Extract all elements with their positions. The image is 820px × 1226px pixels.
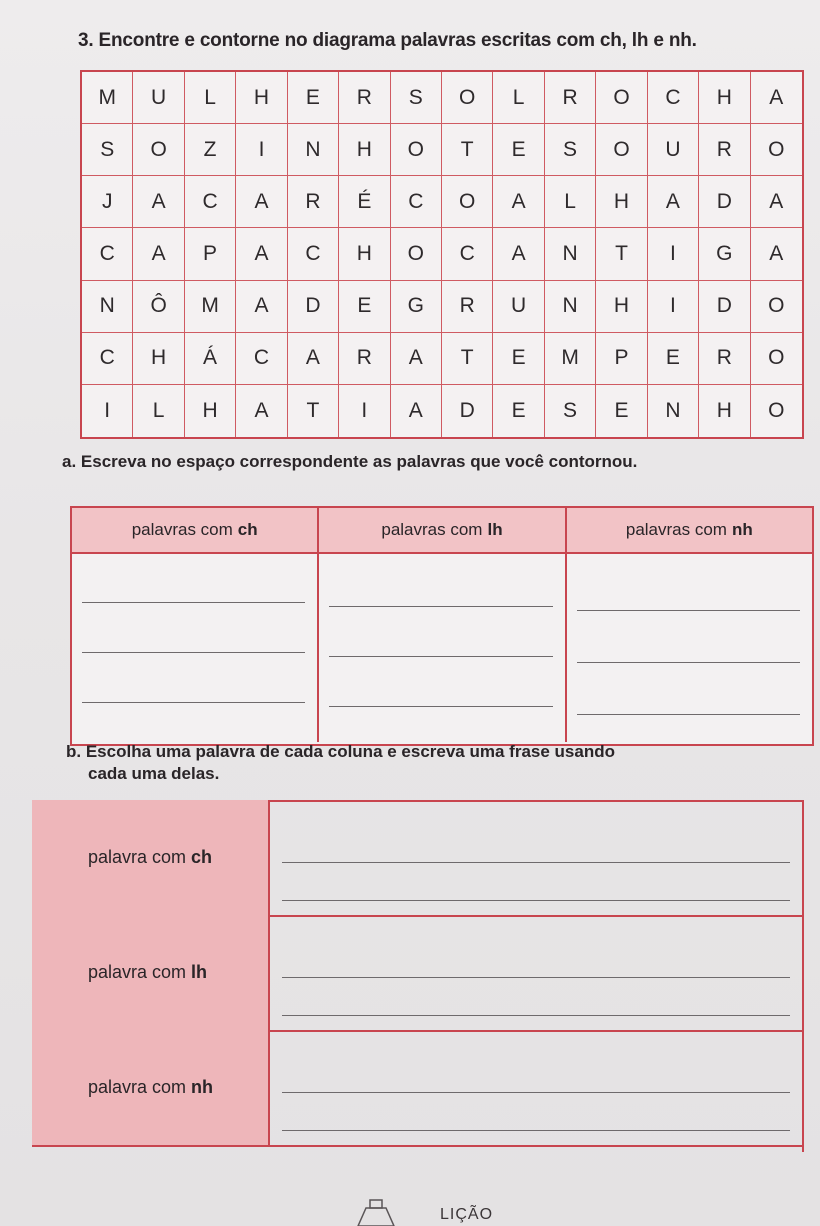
label-nh-prefix: palavra com	[88, 1077, 187, 1097]
answer-line[interactable]	[329, 606, 552, 607]
grid-cell[interactable]: L	[185, 72, 236, 124]
sentence-line[interactable]	[282, 1015, 790, 1016]
part-a-instruction	[62, 452, 637, 472]
grid-cell[interactable]: R	[339, 333, 390, 385]
words-column-lh	[319, 554, 566, 742]
grid-cell[interactable]: A	[236, 176, 287, 228]
grid-cell[interactable]: D	[699, 281, 750, 333]
words-column-nh	[567, 554, 812, 742]
exercise-instruction: Encontre e contorne no diagrama palavras escritas com ch, lh e nh.	[98, 30, 697, 51]
grid-cell[interactable]: I	[648, 281, 699, 333]
grid-cell[interactable]: I	[236, 124, 287, 176]
grid-cell[interactable]: D	[288, 281, 339, 333]
exercise-heading	[78, 30, 818, 52]
grid-cell[interactable]: N	[82, 281, 133, 333]
grid-cell[interactable]: G	[699, 228, 750, 280]
grid-cell[interactable]: S	[545, 124, 596, 176]
part-b-line2: cada uma delas.	[88, 764, 220, 783]
grid-cell[interactable]: R	[699, 124, 750, 176]
grid-cell[interactable]: J	[82, 176, 133, 228]
grid-cell[interactable]: R	[699, 333, 750, 385]
grid-cell[interactable]: N	[545, 228, 596, 280]
grid-cell[interactable]: A	[391, 333, 442, 385]
header-nh	[567, 508, 812, 552]
grid-cell[interactable]: I	[339, 385, 390, 437]
grid-cell[interactable]: U	[493, 281, 544, 333]
header-lh-bold: lh	[487, 520, 503, 539]
header-lh-prefix: palavras com	[381, 520, 483, 539]
grid-cell[interactable]: C	[82, 228, 133, 280]
grid-cell[interactable]: E	[648, 333, 699, 385]
label-nh-bold: nh	[191, 1077, 214, 1097]
sentence-label-nh	[32, 1030, 270, 1145]
grid-cell[interactable]: O	[442, 72, 493, 124]
grid-cell[interactable]: H	[236, 72, 287, 124]
grid-cell[interactable]: O	[391, 228, 442, 280]
grid-cell[interactable]: S	[545, 385, 596, 437]
sentence-row-lh	[32, 915, 802, 1032]
grid-cell[interactable]: H	[339, 124, 390, 176]
label-lh-prefix: palavra com	[88, 962, 187, 982]
grid-cell[interactable]: O	[751, 124, 802, 176]
sentence-row-ch	[32, 800, 802, 917]
grid-cell[interactable]: T	[442, 333, 493, 385]
grid-cell[interactable]: R	[288, 176, 339, 228]
words-table	[70, 506, 814, 746]
grid-cell[interactable]: R	[545, 72, 596, 124]
grid-cell[interactable]: A	[236, 281, 287, 333]
lesson-icon	[352, 1196, 412, 1226]
header-nh-bold: nh	[731, 520, 753, 539]
grid-cell[interactable]: O	[768, 398, 785, 422]
answer-line[interactable]	[329, 656, 552, 657]
grid-cell[interactable]: I	[648, 228, 699, 280]
part-b-instruction	[66, 742, 615, 762]
header-ch-prefix: palavras com	[131, 520, 233, 539]
grid-cell[interactable]: A	[751, 228, 802, 280]
grid-cell[interactable]: N	[648, 385, 699, 437]
grid-cell[interactable]: A	[133, 228, 184, 280]
grid-cell[interactable]: T	[288, 385, 339, 437]
header-ch-bold: ch	[237, 520, 258, 539]
answer-line[interactable]	[577, 662, 800, 663]
grid-cell[interactable]: C	[185, 176, 236, 228]
exercise-number: 3.	[78, 30, 94, 51]
grid-cell[interactable]: M	[82, 72, 133, 124]
grid-cell[interactable]: N	[288, 124, 339, 176]
answer-line[interactable]	[82, 602, 305, 603]
answer-line[interactable]	[577, 610, 800, 611]
grid-cell[interactable]: E	[288, 72, 339, 124]
grid-cell[interactable]: A	[648, 176, 699, 228]
grid-cell[interactable]: S	[82, 124, 133, 176]
sentence-line[interactable]	[282, 1092, 790, 1093]
grid-cell[interactable]: H	[185, 385, 236, 437]
answer-line[interactable]	[82, 652, 305, 653]
grid-cell[interactable]: L	[493, 72, 544, 124]
part-b-letter: b.	[66, 742, 82, 761]
grid-cell[interactable]: U	[133, 72, 184, 124]
grid-cell[interactable]: N	[545, 281, 596, 333]
part-a-text: Escreva no espaço correspondente as palavras que você contornou.	[80, 452, 638, 471]
grid-cell[interactable]: O	[751, 333, 802, 385]
grid-cell[interactable]: E	[493, 124, 544, 176]
grid-cell[interactable]: H	[596, 281, 647, 333]
grid-cell[interactable]: H	[699, 385, 750, 437]
sentence-line[interactable]	[282, 862, 790, 863]
part-b-line1: Escolha uma palavra de cada coluna e escreva uma frase usando	[85, 742, 615, 761]
grid-cell[interactable]: Z	[185, 124, 236, 176]
word-search-grid[interactable]	[80, 70, 804, 439]
header-nh-prefix: palavras com	[625, 520, 727, 539]
grid-cell[interactable]: C	[82, 333, 133, 385]
grid-cell[interactable]: I	[82, 385, 133, 437]
sentence-label-lh	[32, 915, 270, 1030]
grid-cell[interactable]: A	[133, 176, 184, 228]
grid-cell[interactable]: É	[339, 176, 390, 228]
grid-cell[interactable]: O	[751, 281, 802, 333]
grid-cell[interactable]: M	[185, 281, 236, 333]
grid-cell[interactable]: A	[288, 333, 339, 385]
words-table-body	[72, 554, 812, 742]
sentence-line[interactable]	[282, 977, 790, 978]
grid-cell[interactable]: E	[493, 385, 544, 437]
grid-cell[interactable]: E	[339, 281, 390, 333]
sentence-table	[32, 800, 802, 1160]
part-a-letter: a.	[62, 452, 77, 471]
grid-cell[interactable]: A	[751, 176, 802, 228]
answer-line[interactable]	[329, 706, 552, 707]
grid-cell[interactable]: T	[596, 228, 647, 280]
grid-cell[interactable]: H	[339, 228, 390, 280]
label-ch-bold: ch	[191, 847, 213, 867]
grid-cell[interactable]: Á	[185, 333, 236, 385]
grid-cell[interactable]: O	[133, 124, 184, 176]
grid-cell[interactable]: O	[596, 124, 647, 176]
words-column-ch	[72, 554, 319, 742]
grid-cell[interactable]: E	[493, 333, 544, 385]
grid-cell[interactable]: U	[648, 124, 699, 176]
grid-cell[interactable]: A	[236, 385, 287, 437]
grid-cell[interactable]: P	[596, 333, 647, 385]
label-ch-prefix: palavra com	[88, 847, 187, 867]
header-ch	[72, 508, 319, 552]
grid-cell[interactable]: H	[699, 72, 750, 124]
answer-line[interactable]	[577, 714, 800, 715]
sentence-line[interactable]	[282, 1130, 790, 1131]
grid-cell[interactable]: A	[391, 385, 442, 437]
grid-cell[interactable]: M	[545, 333, 596, 385]
sentence-line[interactable]	[282, 900, 790, 901]
grid-cell[interactable]: A	[493, 228, 544, 280]
grid-cell[interactable]: C	[391, 176, 442, 228]
grid-cell[interactable]: C	[288, 228, 339, 280]
grid-cell[interactable]: D	[442, 385, 493, 437]
grid-cell[interactable]: R	[339, 72, 390, 124]
grid-cell[interactable]: Ô	[133, 281, 184, 333]
grid-cell[interactable]: T	[442, 124, 493, 176]
grid-cell[interactable]: C	[648, 72, 699, 124]
words-table-header	[72, 508, 812, 554]
grid-cell[interactable]: A	[751, 72, 802, 124]
grid-cell[interactable]: L	[545, 176, 596, 228]
sentence-label-ch	[32, 800, 270, 915]
header-lh	[319, 508, 566, 552]
grid-cell[interactable]: L	[133, 385, 184, 437]
grid-cell[interactable]: O	[596, 72, 647, 124]
grid-cell[interactable]: O	[391, 124, 442, 176]
grid-cell[interactable]: G	[391, 281, 442, 333]
grid-cell[interactable]: C	[442, 228, 493, 280]
grid-cell[interactable]: C	[236, 333, 287, 385]
grid-cell[interactable]: E	[596, 385, 647, 437]
grid-cell[interactable]: R	[442, 281, 493, 333]
grid-cell[interactable]: O	[442, 176, 493, 228]
label-lh-bold: lh	[191, 962, 208, 982]
grid-cell[interactable]: P	[185, 228, 236, 280]
grid-cell[interactable]: S	[391, 72, 442, 124]
grid-cell[interactable]: A	[493, 176, 544, 228]
footer-label: LIÇÃO	[440, 1206, 494, 1223]
grid-cell[interactable]: A	[236, 228, 287, 280]
grid-cell[interactable]: D	[699, 176, 750, 228]
sentence-row-nh	[32, 1030, 802, 1147]
grid-cell[interactable]: H	[133, 333, 184, 385]
answer-line[interactable]	[82, 702, 305, 703]
grid-cell[interactable]: H	[596, 176, 647, 228]
